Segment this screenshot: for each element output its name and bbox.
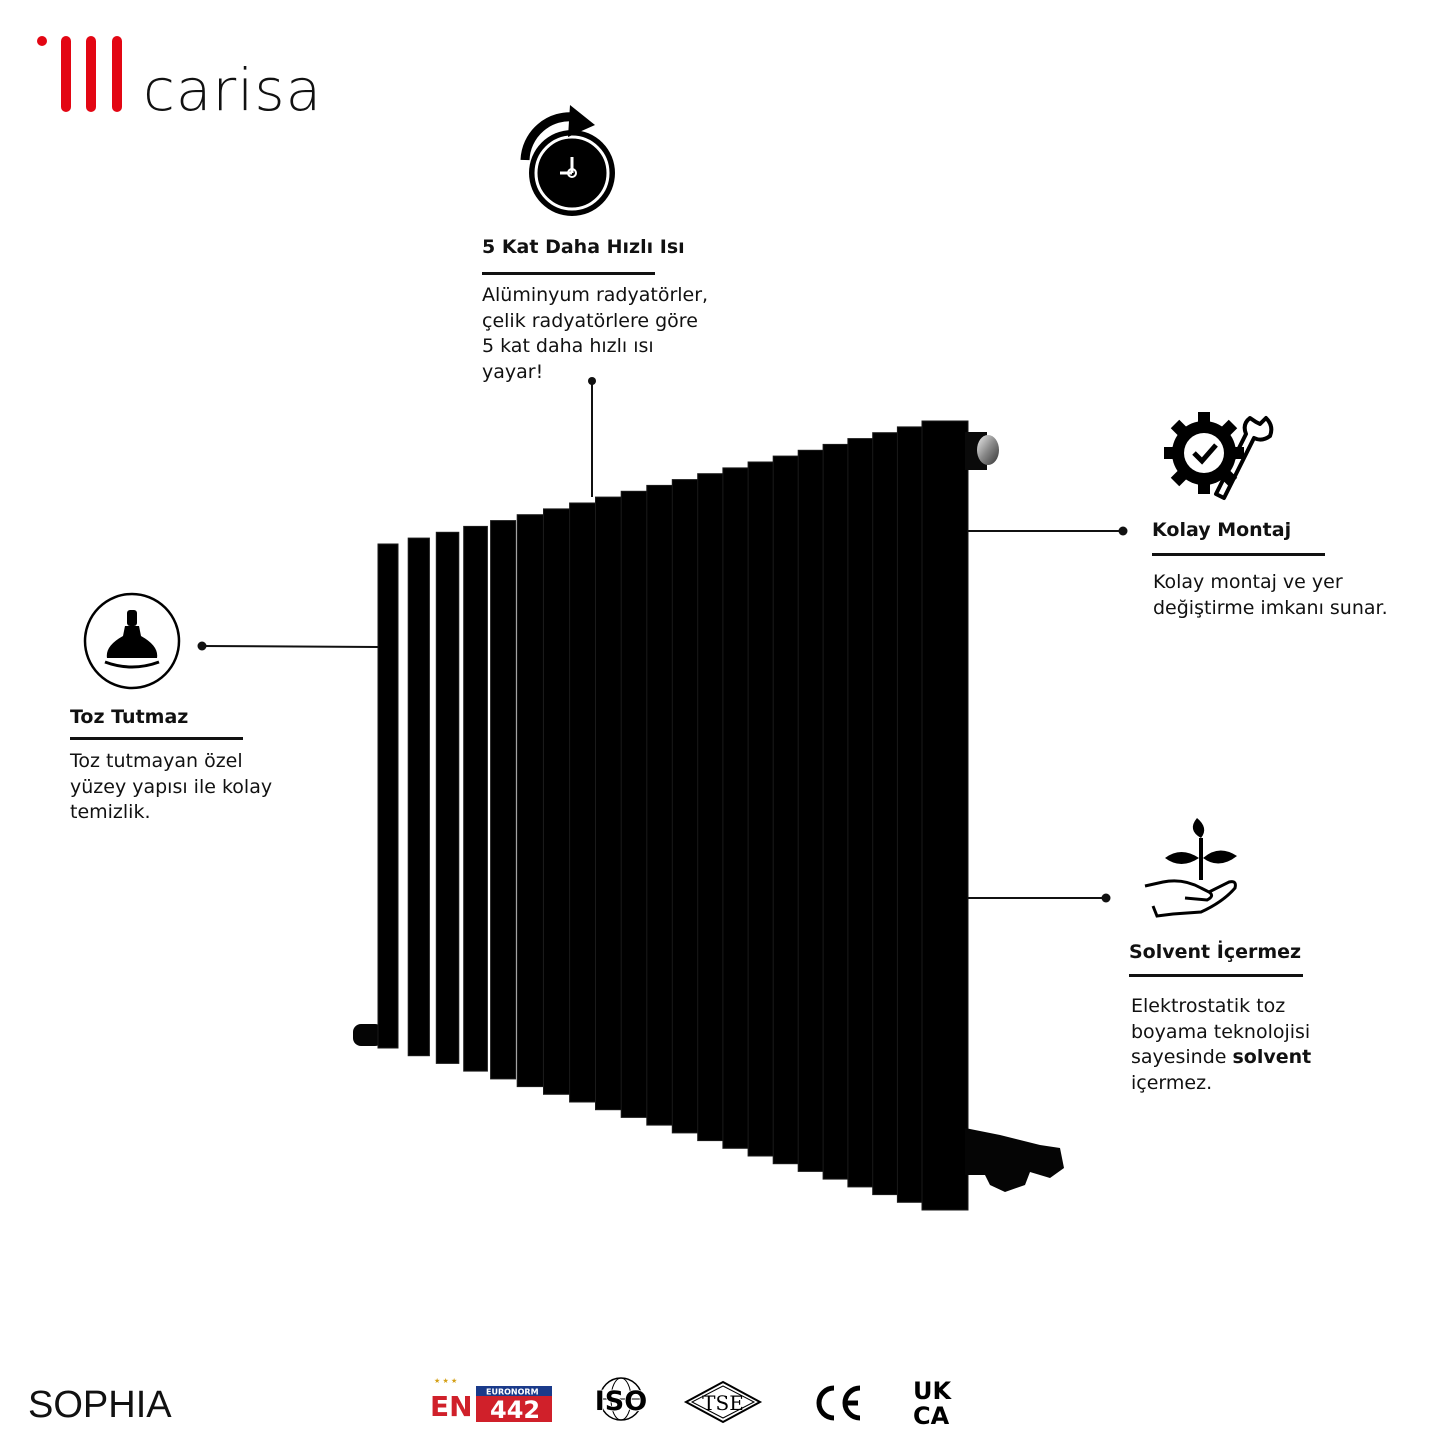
ce-logo [812, 1384, 864, 1422]
ukca-logo [912, 1377, 962, 1430]
title-underline [70, 737, 243, 740]
svg-text:EN: EN [430, 1390, 473, 1423]
feature-title: Solvent İçermez [1129, 941, 1302, 963]
feature-description: Toz tutmayan özel yüzey yapısı ile kolay temizlik. [70, 750, 273, 823]
feature-title: Toz Tutmaz [70, 706, 189, 728]
svg-text:CA: CA [913, 1402, 950, 1430]
svg-text:UK: UK [913, 1377, 952, 1405]
gear-wrench-icon [1162, 408, 1277, 508]
svg-text:TSE: TSE [702, 1391, 744, 1415]
feature-description: Alüminyum radyatörler, çelik radyatörlere göre 5 kat daha hızlı ısı yayar! [482, 284, 709, 383]
clock-arrow-icon [520, 105, 620, 220]
svg-text:★ ★ ★: ★ ★ ★ [434, 1377, 458, 1385]
feature-title: 5 Kat Daha Hızlı Isı [482, 236, 685, 258]
en-442-logo [430, 1376, 552, 1422]
brand-name: carisa [143, 56, 323, 124]
title-underline [482, 272, 655, 275]
svg-text:ISO: ISO [594, 1386, 648, 1417]
feature-title: Kolay Montaj [1152, 519, 1292, 541]
title-underline [1129, 974, 1303, 977]
feature-description: Kolay montaj ve yer değiştirme imkanı sunar. [1153, 571, 1388, 619]
svg-text:EURONORM: EURONORM [486, 1387, 539, 1397]
feature-description: Elektrostatik toz boyama teknolojisi sayesinde solvent içermez. [1131, 995, 1312, 1094]
svg-text:442: 442 [490, 1396, 541, 1424]
dust-pan-icon [83, 592, 183, 692]
iso-logo [590, 1376, 652, 1422]
svg-text:CE: CE [812, 1384, 814, 1385]
product-model: SOPHIA [28, 1384, 172, 1426]
tse-logo [684, 1380, 762, 1424]
title-underline [1152, 553, 1325, 556]
plant-hand-icon [1143, 818, 1243, 918]
